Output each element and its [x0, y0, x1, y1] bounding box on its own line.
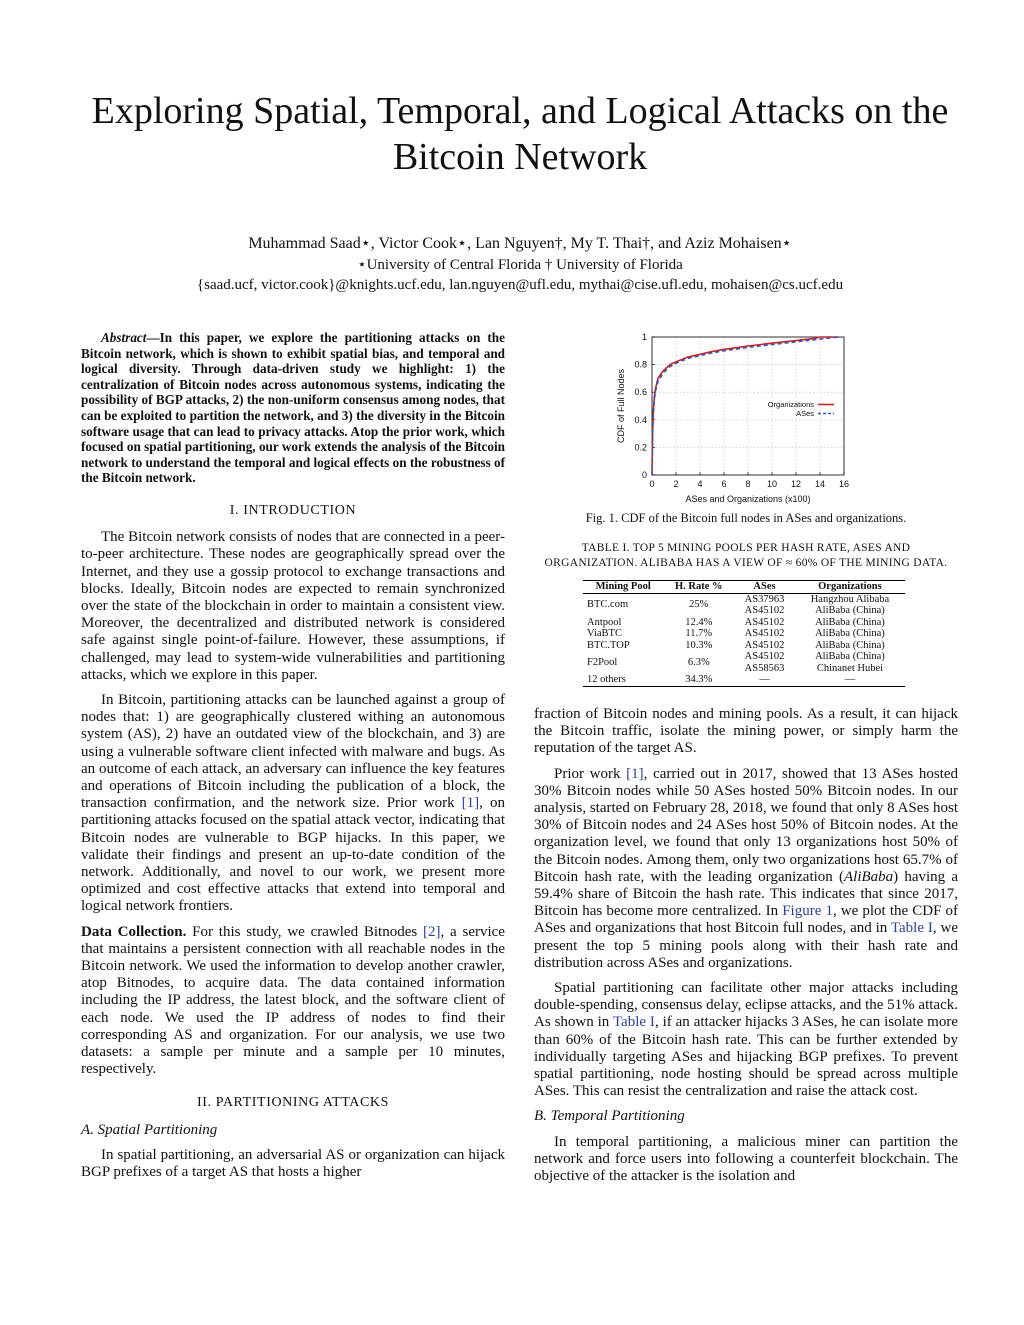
cell-orgs: AliBaba (China) — [815, 616, 885, 628]
figure-1-caption: Fig. 1. CDF of the Bitcoin full nodes in ASes and organizations. — [585, 511, 907, 525]
cell-ases — [734, 651, 795, 674]
org-entry: Hangzhou Alibaba — [810, 593, 890, 605]
cell-ases: AS45102 — [744, 616, 785, 628]
x-tick-label: 8 — [745, 479, 751, 489]
table-row — [583, 651, 905, 674]
cell-rate: 12.4% — [685, 616, 713, 628]
abstract-label: Abstract — [101, 330, 147, 345]
cell-orgs — [795, 651, 905, 674]
x-tick-label: 2 — [673, 479, 679, 489]
cell-orgs: — — [795, 674, 905, 686]
figure-1-link[interactable]: Figure 1 — [782, 903, 833, 920]
spatial-paragraph-continued: fraction of Bitcoin nodes and mining pools. As a result, it can hijack the Bitcoin traffic, isolate the mining power, or simply harm the reputation of the target AS. — [534, 706, 958, 757]
citation-link-1[interactable]: [1] — [626, 765, 644, 782]
as-entry: AS45102 — [744, 651, 785, 662]
table-row — [583, 593, 905, 617]
table-1-link[interactable]: Table I — [612, 1014, 655, 1031]
author-list: Muhammad Saad⋆, Victor Cook⋆, Lan Nguyen†, My T. Thai†, and Aziz Mohaisen⋆ — [248, 235, 792, 252]
text-span: , on partitioning attacks focused on the spatial attack vector, indicating that Bitcoin nodes are vulnerable to BGP hijacks. In this paper, we validate their findings and present an up-to-date condition of the network. Additionally, and novel to our work, we present more optimized and cost effective attacks that extend into temporal and logical network frontiers. — [81, 795, 505, 915]
header-mining-pool: Mining Pool — [583, 581, 663, 594]
prior-work-paragraph — [534, 766, 958, 972]
affiliations: ⋆University of Central Florida † University of Florida — [357, 257, 683, 273]
cell-pool: F2Pool — [587, 656, 618, 668]
legend-label-ases: ASes — [796, 409, 814, 418]
spatial-attacks-paragraph — [534, 980, 958, 1100]
cell-rate: 25% — [689, 599, 709, 611]
abstract — [81, 330, 505, 486]
x-tick-label: 6 — [721, 479, 727, 489]
paper-title: Exploring Spatial, Temporal, and Logical Attacks on the Bitcoin Network — [91, 90, 949, 178]
intro-paragraph-1: The Bitcoin network consists of nodes that are connected in a peer-to-peer architecture. These nodes are geographically spread over the Internet, and they use a gossip protocol to exchange transactions and blocks. Ideally, Bitcoin nodes are expected to remain synchronized over the state of the blockchain in order to maintain a consistent view. Moreover, the decentralized and distributed network is considered safe against single point-of-failure. However, these assumptions, if challenged, may lead to system-wide vulnerabilities and partitioning attacks, which we explore in this paper. — [81, 529, 505, 683]
text-span: For this study, we crawled Bitnodes — [186, 923, 423, 940]
cell-orgs — [795, 593, 905, 617]
plot-frame — [652, 337, 844, 475]
cell-ases: AS45102 — [744, 639, 785, 651]
citation-link-1[interactable]: [1] — [461, 795, 480, 812]
italic-org-name: AliBaba — [843, 868, 894, 885]
x-axis-label: ASes and Organizations (x100) — [685, 494, 811, 504]
cell-ases: AS45102 — [744, 628, 785, 639]
header-ases: ASes — [734, 581, 795, 594]
intro-paragraph-2 — [81, 692, 505, 916]
cell-pool: BTC.com — [587, 599, 629, 611]
mining-pools-table — [583, 580, 905, 687]
text-span: , we plot the CDF of ASes and organizations that host Bitcoin full nodes, and in — [534, 903, 958, 937]
y-tick-label: 0 — [641, 470, 647, 480]
text-span: ) having a 59.4% share of Bitcoin the hash rate. This indicates that since 2017, Bitcoin has become more centralized. In — [534, 868, 958, 920]
cell-pool: ViaBTC — [587, 628, 622, 639]
subsection-heading-spatial: A. Spatial Partitioning — [81, 1121, 218, 1138]
as-entry: AS58563 — [744, 662, 785, 674]
text-span: Prior work — [554, 765, 627, 782]
text-span: , carried out in 2017, showed that 13 ASes hosted 30% Bitcoin nodes while 50 ASes hosted 50% Bitcoin nodes. In our analysis, started on February 28, 2018, we found that only 8 ASes host 30% of Bitcoin nodes and 24 ASes host 50% of Bitcoin nodes. At the organization level, we found that only 13 organizations host 50% of the Bitcoin nodes. Among them, only two organizations host 65.7% of Bitcoin hash rate, with the leading organization ( — [534, 765, 958, 885]
table-1-caption — [534, 541, 958, 571]
x-tick-label: 0 — [649, 479, 655, 489]
data-collection-lead: Data Collection. — [81, 923, 187, 940]
text-span: , a service that maintains a persistent connection with all reachable nodes in the Bitcoin network. We used the information to develop another crawler, atop Bitnodes, to acquire data. The data contained information including the IP address, the latest block, and the software client of each node. We used the IP address of nodes to find their corresponding AS and organization. For our analysis, we use two datasets: a sample per minute and a sample per 10 minutes, respectively. — [81, 923, 505, 1078]
y-tick-label: 0.4 — [634, 414, 647, 425]
cell-rate: 10.3% — [685, 639, 713, 651]
cdf-chart-svg — [600, 325, 875, 515]
figure-1-cdf-chart — [600, 325, 875, 515]
org-entry: Chinanet Hubei — [816, 662, 884, 674]
table-caption-line-1: TABLE I. TOP 5 MINING POOLS PER HASH RATE, ASES AND — [581, 542, 911, 554]
cell-orgs: AliBaba (China) — [815, 628, 885, 639]
x-tick-label: 12 — [790, 479, 802, 489]
abstract-text: —In this paper, we explore the partitioning attacks on the Bitcoin network, which is shown to exhibit spatial bias, and temporal and logical diversity. Through data-driven study we highlight: 1) the centralization of Bitcoin nodes across autonomous systems, indicating the possibility of BGP attacks, 2) the non-uniform consensus among nodes, that can be exploited to partition the network, and 3) the diversity in the Bitcoin software usage that can lead to privacy attacks. Atop the prior work, which focused on spatial partitioning, our work extends the analysis of the Bitcoin network to understand the temporal and logical effects on the robustness of the Bitcoin network. — [81, 330, 505, 486]
cell-pool: 12 others — [583, 674, 663, 686]
table-row — [583, 674, 905, 686]
org-entry: AliBaba (China) — [815, 651, 885, 662]
table-1-link[interactable]: Table I — [890, 920, 933, 937]
cell-rate: 6.3% — [687, 656, 710, 668]
y-tick-label: 0.2 — [634, 442, 647, 453]
table-row — [583, 640, 905, 652]
y-axis-label: CDF of Full Nodes — [616, 368, 626, 444]
header-organizations: Organizations — [795, 581, 905, 594]
header-hash-rate: H. Rate % — [663, 581, 734, 594]
spatial-paragraph-1: In spatial partitioning, an adversarial AS or organization can hijack BGP prefixes of a target AS that hosts a higher — [81, 1146, 505, 1181]
x-tick-label: 16 — [838, 479, 850, 489]
cell-orgs: AliBaba (China) — [815, 639, 885, 651]
y-tick-label: 0.6 — [634, 387, 647, 398]
subsection-heading-temporal: B. Temporal Partitioning — [534, 1108, 685, 1125]
cell-rate: 11.7% — [685, 628, 713, 639]
legend-label-organizations: Organizations — [767, 400, 814, 409]
as-entry: AS37963 — [744, 593, 785, 605]
data-collection-paragraph — [81, 924, 505, 1079]
section-heading-introduction: I. INTRODUCTION — [229, 502, 357, 518]
cell-pool: BTC.TOP — [587, 639, 630, 651]
section-heading-partitioning: II. PARTITIONING ATTACKS — [197, 1095, 389, 1111]
text-span: , we present the top 5 mining pools along with their hash rate and distribution across ASes and organizations. — [534, 920, 958, 971]
temporal-paragraph-1: In temporal partitioning, a malicious miner can partition the network and force users into following a counterfeit blockchain. The objective of the attacker is the isolation and — [534, 1133, 958, 1185]
y-tick-label: 1 — [641, 332, 647, 342]
table-row — [583, 628, 905, 640]
x-tick-label: 4 — [697, 479, 703, 489]
table-header-row — [583, 581, 905, 594]
text-span: Spatial partitioning can facilitate other major attacks including double-spending, consensus delay, eclipse attacks, and the 51% attack. As shown in — [534, 980, 958, 1031]
left-column — [81, 330, 505, 1189]
table-caption-line-2: ORGANIZATION. ALIBABA HAS A VIEW OF ≈ 60% OF THE MINING DATA. — [544, 557, 948, 569]
citation-link-2[interactable]: [2] — [423, 923, 441, 940]
org-entry: AliBaba (China) — [815, 605, 885, 616]
table-row — [583, 617, 905, 629]
right-column — [534, 706, 958, 1193]
author-emails: {saad.ucf, victor.cook}@knights.ucf.edu, lan.nguyen@ufl.edu, mythai@cise.ufl.edu, mohaisen@cs.ucf.edu — [196, 277, 844, 293]
y-tick-label: 0.8 — [634, 359, 647, 370]
arxiv-stamp — [20, 365, 60, 945]
cell-ases: — — [734, 674, 795, 686]
text-span: , if an attacker hijacks 3 ASes, he can isolate more than 60% of the Bitcoin hash rate. This can be further extended by individually targeting ASes and hijacking BGP prefixes. To prevent spatial partitioning, node hosting should be spread across multiple ASes. This can resist the centralization and raise the attack cost. — [534, 1014, 958, 1100]
x-tick-label: 10 — [766, 479, 778, 489]
cell-ases — [734, 593, 795, 617]
x-tick-label: 14 — [814, 479, 826, 489]
as-entry: AS45102 — [744, 605, 785, 616]
cell-pool: Antpool — [587, 616, 622, 628]
text-span: In Bitcoin, partitioning attacks can be launched against a group of nodes that: 1) are geographically clustered withing an autonomous system (AS), 2) have an outdated view of the blockchain, and 3) are using a vulnerable software client infected with malware and bugs. As an outcome of each attack, an adversary can influence the key features and operations of Bitcoin including the publication of a block, the transaction confirmation, and the network size. Prior work — [81, 691, 505, 812]
cell-rate: 34.3% — [663, 674, 734, 686]
